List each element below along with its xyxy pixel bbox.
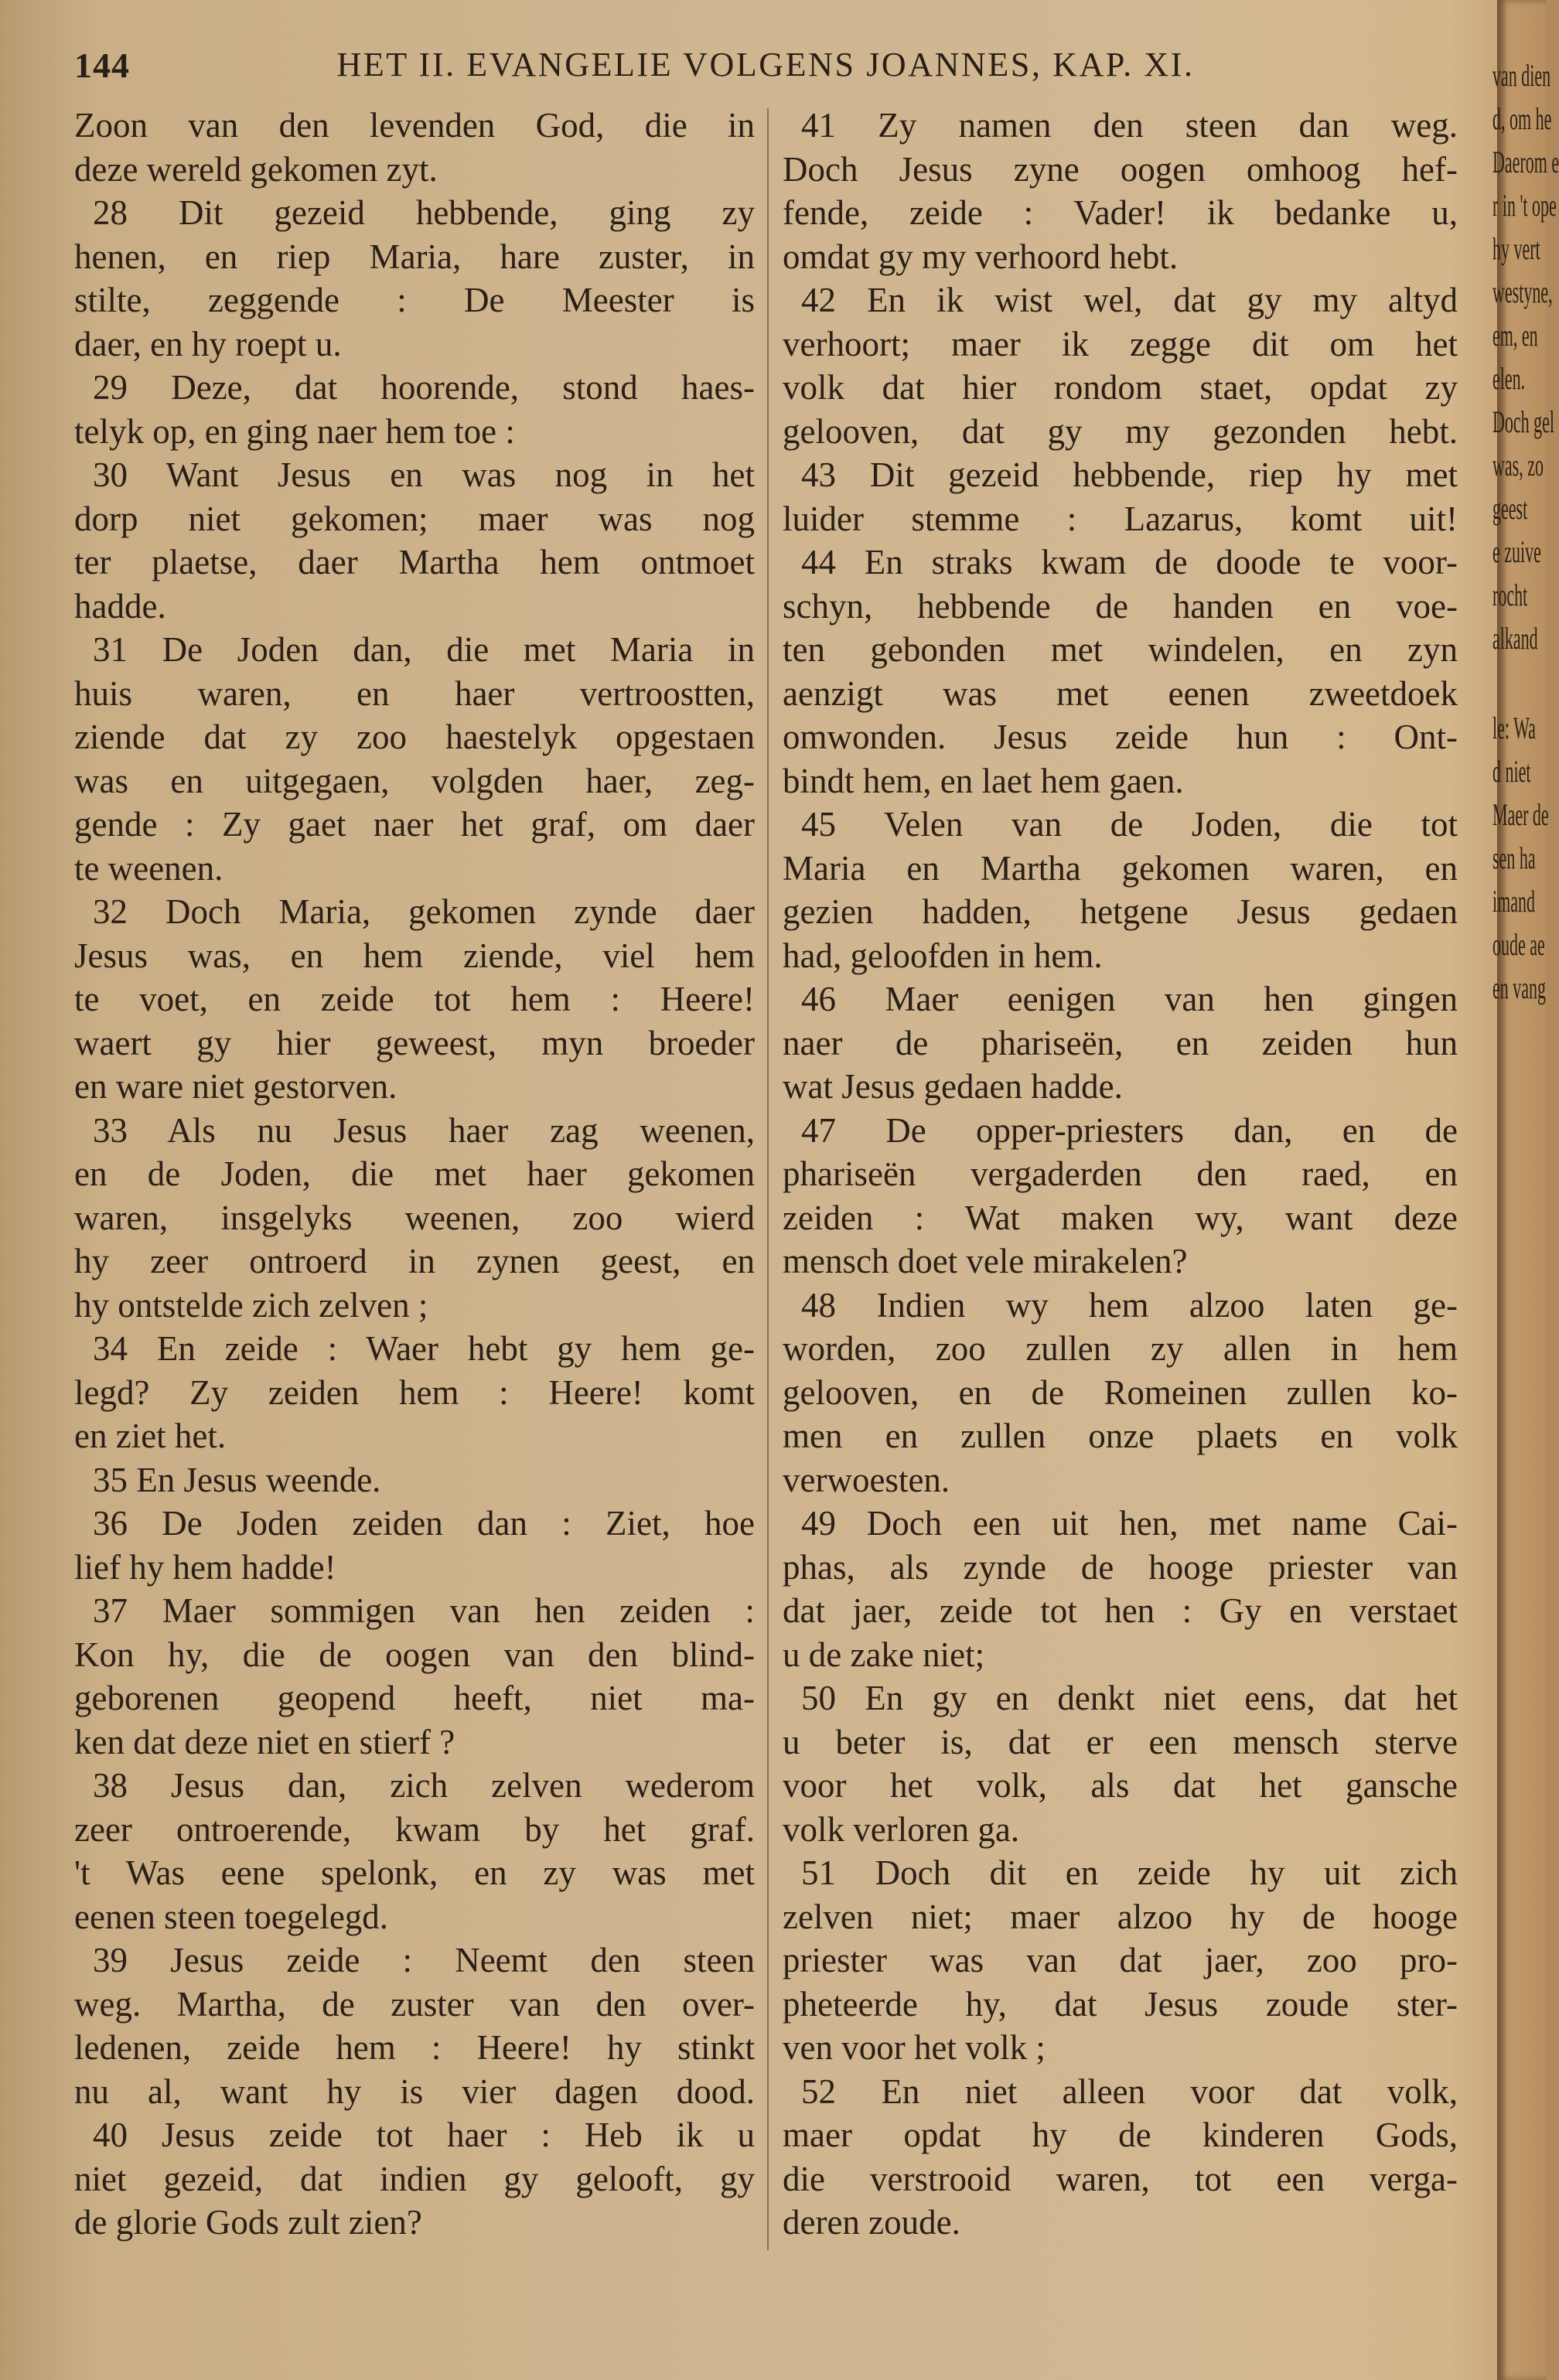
text-line: ziende dat zy zoo haestelyk opgestaen xyxy=(74,718,755,756)
text-line: 50 En gy en denkt niet eens, dat het xyxy=(801,1679,1458,1717)
next-page-edge xyxy=(1492,0,1559,2380)
text-line: weg. Martha, de zuster van den over- xyxy=(74,1984,755,2024)
text-line: luider stemme : Lazarus, komt uit! xyxy=(783,499,1458,538)
text-line: gende : Zy gaet naer het graf, om daer xyxy=(74,805,755,844)
edge-text-fragment: en vang xyxy=(1492,970,1547,1005)
edge-text-fragment: Daerom e xyxy=(1492,145,1559,179)
text-line: en ziet het. xyxy=(74,1417,227,1455)
text-line: henen, en riep Maria, hare zuster, in xyxy=(74,237,755,276)
edge-text-fragment: e zuive xyxy=(1492,534,1541,569)
text-line: huis waren, en haer vertroostten, xyxy=(74,673,755,713)
text-line: schyn, hebbende de handen en voe- xyxy=(783,586,1458,626)
text-line: mensch doet vele mirakelen? xyxy=(783,1242,1188,1280)
text-line: 30 Want Jesus en was nog in het xyxy=(93,455,755,494)
text-line: 38 Jesus dan, zich zelven wederom xyxy=(93,1766,755,1805)
text-line: dorp niet gekomen; maer was nog xyxy=(74,499,755,538)
edge-text-fragment: westyne, xyxy=(1492,274,1553,309)
text-line: bindt hem, en laet hem gaen. xyxy=(783,761,1184,800)
text-line: phariseën vergaderden den raed, en xyxy=(783,1154,1458,1193)
text-line: deze wereld gekomen zyt. xyxy=(74,149,438,189)
edge-text-fragment: hy vert xyxy=(1492,231,1540,266)
text-line: de glorie Gods zult zien? xyxy=(74,2203,422,2242)
text-line: 29 Deze, dat hoorende, stond haes- xyxy=(93,368,755,407)
text-line: 32 Doch Maria, gekomen zynde daer xyxy=(93,892,755,931)
text-line: Jesus was, en hem ziende, viel hem xyxy=(74,936,755,975)
text-line: worden, zoo zullen zy allen in hem xyxy=(783,1329,1458,1368)
text-line: aenzigt was met eenen zweetdoek xyxy=(783,673,1458,713)
text-line: 35 En Jesus weende. xyxy=(93,1460,381,1499)
text-line: phas, als zynde de hooge priester van xyxy=(783,1547,1458,1587)
text-line: ter plaetse, daer Martha hem ontmoet xyxy=(74,543,755,581)
text-line: gelooven, dat gy my gezonden hebt. xyxy=(783,411,1458,451)
text-line: die verstrooid waren, tot een verga- xyxy=(783,2159,1458,2198)
text-line: daer, en hy roept u. xyxy=(74,324,342,363)
text-line: Doch Jesus zyne oogen omhoog hef- xyxy=(783,149,1458,189)
text-line: te weenen. xyxy=(74,848,223,888)
text-line: 43 Dit gezeid hebbende, riep hy met xyxy=(801,455,1458,494)
edge-text-fragment: d niet xyxy=(1492,754,1531,789)
edge-text-fragment: van dien xyxy=(1492,58,1551,93)
text-line: Kon hy, die de oogen van den blind- xyxy=(74,1635,755,1674)
edge-text-fragment: sen ha xyxy=(1492,841,1536,875)
text-line: maer opdat hy de kinderen Gods, xyxy=(783,2116,1458,2154)
edge-text-fragment: r in 't ope xyxy=(1492,188,1557,223)
text-line: 51 Doch dit en zeide hy uit zich xyxy=(801,1853,1458,1892)
text-line: volk verloren ga. xyxy=(783,1809,1020,1849)
text-line: 44 En straks kwam de doode te voor- xyxy=(801,543,1458,581)
page-number: 144 xyxy=(74,46,130,85)
text-line: hy zeer ontroerd in zynen geest, en xyxy=(74,1242,755,1280)
edge-text-fragment: was, zo xyxy=(1492,448,1544,482)
text-line: fende, zeide : Vader! ik bedanke u, xyxy=(783,193,1458,232)
text-line: 52 En niet alleen voor dat volk, xyxy=(801,2071,1458,2111)
text-line: 42 En ik wist wel, dat gy my altyd xyxy=(801,281,1458,319)
text-line: 31 De Joden dan, die met Maria in xyxy=(93,630,755,669)
text-line: pheteerde hy, dat Jesus zoude ster- xyxy=(783,1984,1458,2024)
text-line: u beter is, dat er een mensch sterve xyxy=(783,1722,1458,1761)
text-line: waren, insgelyks weenen, zoo wierd xyxy=(74,1198,755,1237)
text-line: ken dat deze niet en stierf ? xyxy=(74,1722,455,1761)
text-line: 46 Maer eenigen van hen gingen xyxy=(801,980,1458,1018)
column-divider xyxy=(767,108,769,2250)
text-column-right xyxy=(783,104,1458,2245)
text-line: eenen steen toegelegd. xyxy=(74,1897,389,1936)
edge-text-fragment: em, en xyxy=(1492,318,1538,353)
text-line: 37 Maer sommigen van hen zeiden : xyxy=(93,1591,755,1630)
text-line: nu al, want hy is vier dagen dood. xyxy=(74,2071,755,2111)
edge-text-fragment: imand xyxy=(1492,884,1535,919)
text-line: gezien hadden, hetgene Jesus gedaen xyxy=(783,892,1458,931)
text-line: voor het volk, als dat het gansche xyxy=(783,1766,1458,1805)
text-line: 49 Doch een uit hen, met name Cai- xyxy=(801,1504,1458,1543)
edge-text-fragment: d, om he xyxy=(1492,101,1552,136)
edge-text-fragment: rocht xyxy=(1492,578,1528,612)
text-line: 33 Als nu Jesus haer zag weenen, xyxy=(93,1110,755,1150)
text-line: 48 Indien wy hem alzoo laten ge- xyxy=(801,1285,1458,1325)
text-line: Zoon van den levenden God, die in xyxy=(74,106,755,145)
text-line: hadde. xyxy=(74,586,166,626)
text-line: dat jaer, zeide tot hen : Gy en verstaet xyxy=(783,1591,1458,1630)
text-line: 28 Dit gezeid hebbende, ging zy xyxy=(93,193,755,232)
edge-text-fragment: geest xyxy=(1492,491,1528,526)
edge-text-fragment: alkand xyxy=(1492,621,1538,656)
edge-text-fragment: Maer de xyxy=(1492,797,1549,832)
text-line: te voet, en zeide tot hem : Heere! xyxy=(74,980,755,1018)
text-line: verwoesten. xyxy=(783,1460,950,1499)
edge-text-fragment: oude ae xyxy=(1492,927,1545,962)
text-column-left xyxy=(74,104,755,2245)
edge-text-fragment: le: Wa xyxy=(1492,711,1536,745)
text-line: geborenen geopend heeft, niet ma- xyxy=(74,1679,755,1717)
text-line: deren zoude. xyxy=(783,2203,960,2242)
text-line: ven voor het volk ; xyxy=(783,2028,1046,2067)
edge-text-fragment: Doch gel xyxy=(1492,404,1555,439)
text-line: lief hy hem hadde! xyxy=(74,1547,336,1587)
text-line: en de Joden, die met haer gekomen xyxy=(74,1154,755,1193)
text-line: 41 Zy namen den steen dan weg. xyxy=(801,106,1458,145)
running-title: HET II. EVANGELIE VOLGENS JOANNES, KAP. XI. xyxy=(336,46,1195,84)
text-line: 34 En zeide : Waer hebt gy hem ge- xyxy=(93,1329,755,1368)
text-line: ledenen, zeide hem : Heere! hy stinkt xyxy=(74,2028,755,2067)
text-line: 45 Velen van de Joden, die tot xyxy=(801,805,1458,844)
text-line: zeiden : Wat maken wy, want deze xyxy=(783,1198,1458,1237)
text-line: omwonden. Jesus zeide hun : Ont- xyxy=(783,718,1458,756)
text-line: ten gebonden met windelen, en zyn xyxy=(783,630,1458,669)
text-line: zeer ontroerende, kwam by het graf. xyxy=(74,1809,755,1849)
text-line: telyk op, en ging naer hem toe : xyxy=(74,411,515,451)
text-line: waert gy hier geweest, myn broeder xyxy=(74,1023,755,1062)
text-line: 39 Jesus zeide : Neemt den steen xyxy=(93,1941,755,1979)
edge-text-fragment: elen. xyxy=(1492,361,1526,396)
text-line: 36 De Joden zeiden dan : Ziet, hoe xyxy=(93,1504,755,1543)
text-line: men en zullen onze plaets en volk xyxy=(783,1417,1458,1455)
text-line: priester was van dat jaer, zoo pro- xyxy=(783,1941,1458,1979)
text-line: omdat gy my verhoord hebt. xyxy=(783,237,1179,276)
text-line: was en uitgegaen, volgden haer, zeg- xyxy=(74,761,755,800)
text-line: 40 Jesus zeide tot haer : Heb ik u xyxy=(93,2116,755,2154)
text-line: verhoort; maer ik zegge dit om het xyxy=(783,324,1458,363)
text-line: legd? Zy zeiden hem : Heere! komt xyxy=(74,1372,755,1412)
text-line: Maria en Martha gekomen waren, en xyxy=(783,848,1458,888)
text-line: u de zake niet; xyxy=(783,1635,985,1674)
text-line: volk dat hier rondom staet, opdat zy xyxy=(783,368,1458,407)
text-line: hy ontstelde zich zelven ; xyxy=(74,1285,428,1325)
text-line: gelooven, en de Romeinen zullen ko- xyxy=(783,1372,1458,1412)
text-line: stilte, zeggende : De Meester is xyxy=(74,281,755,319)
text-line: 47 De opper-priesters dan, en de xyxy=(801,1110,1458,1150)
text-line: en ware niet gestorven. xyxy=(74,1067,397,1106)
text-line: naer de phariseën, en zeiden hun xyxy=(783,1023,1458,1062)
text-line: had, geloofden in hem. xyxy=(783,936,1103,975)
text-line: niet gezeid, dat indien gy gelooft, gy xyxy=(74,2159,755,2198)
text-line: 't Was eene spelonk, en zy was met xyxy=(74,1853,755,1892)
text-line: wat Jesus gedaen hadde. xyxy=(783,1067,1123,1106)
text-line: zelven niet; maer alzoo hy de hooge xyxy=(783,1897,1458,1936)
